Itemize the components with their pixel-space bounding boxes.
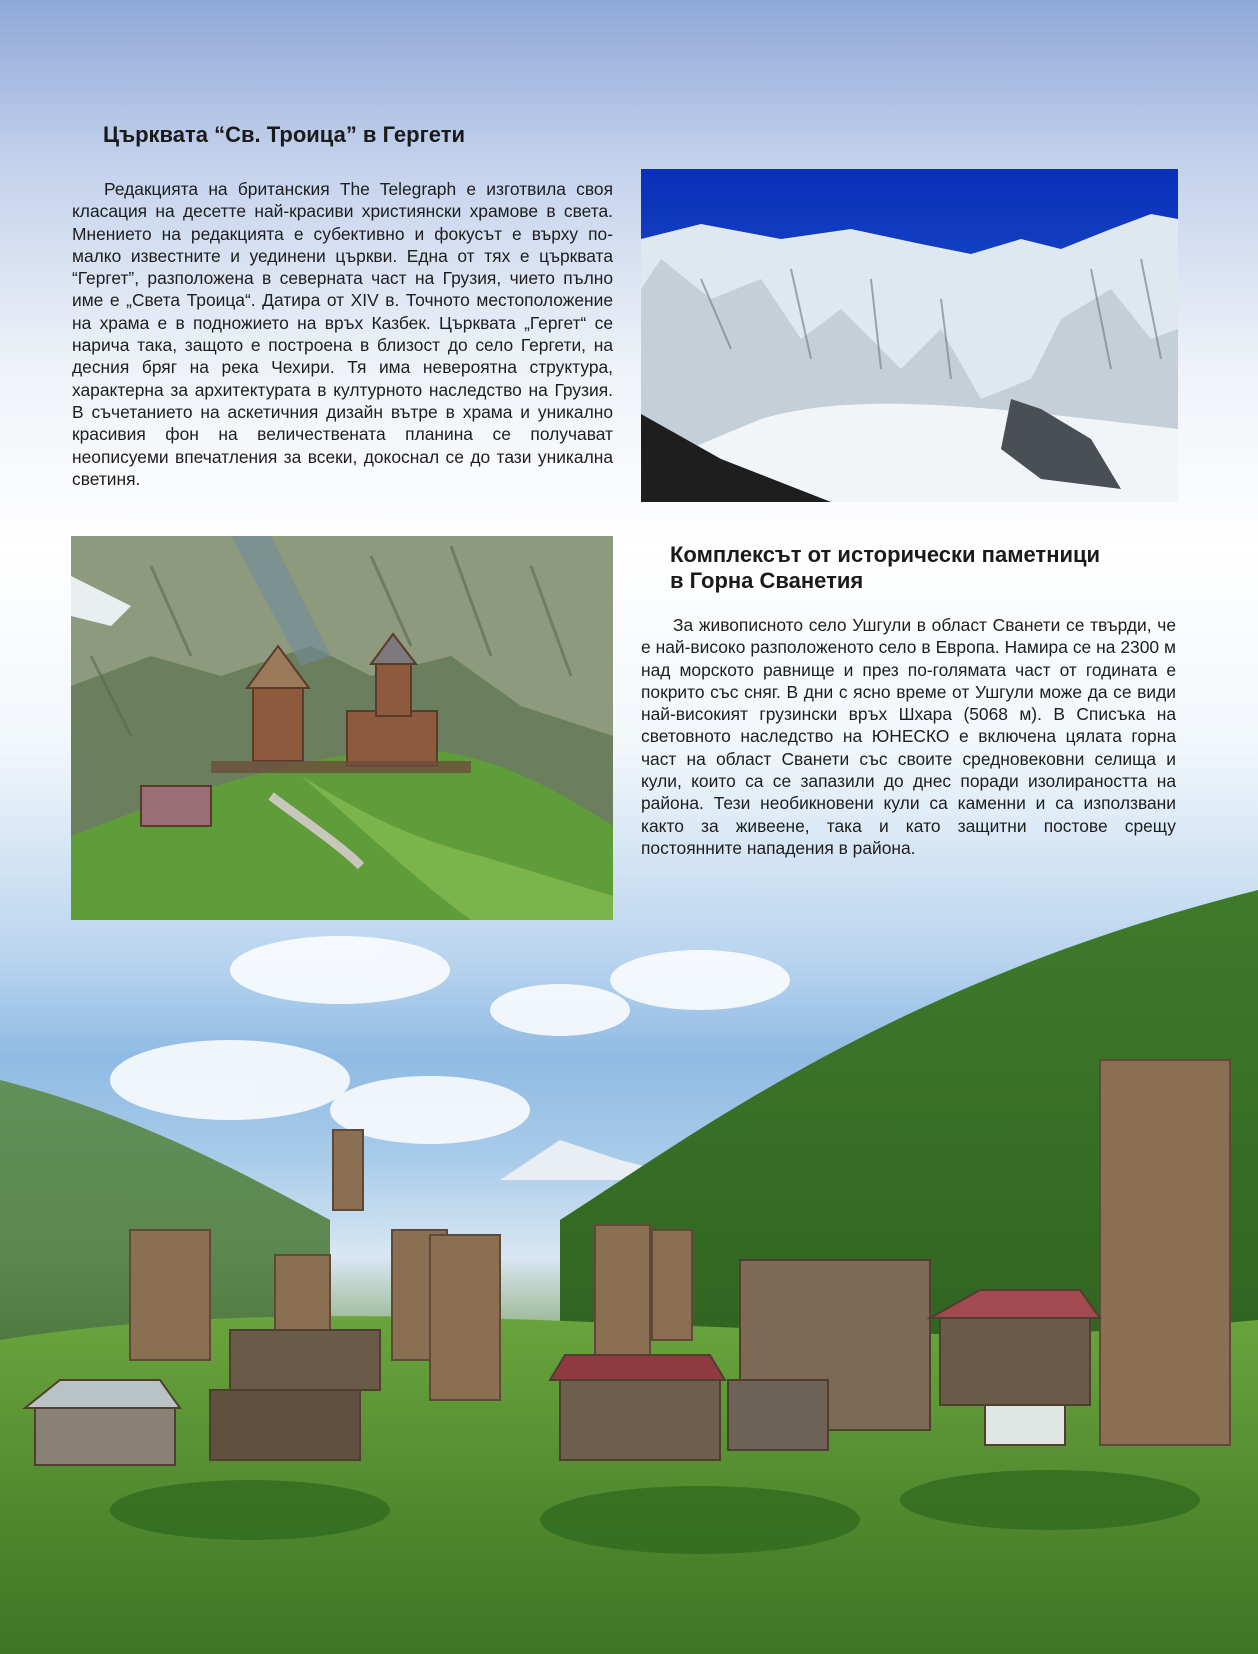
section-title-line-2: в Горна Сванетия [670, 568, 864, 593]
gergeti-church-paragraph: Редакцията на британския The Telegraph е изготвила своя класация на десетте най-красиви християнски храмове в света. Мнението на редакцията е субективно и фокусът е върху по-малко известните и уединени църкви. Една от тях е църквата “Гергет”, разположена в северната част на Грузия, чието пълно име е „Света Троица“. Датира от XIV в. Точното местоположение на храма е в подножието на връх Казбек. Църквата „Гергет“ се нарича така, защото е построена в близост до село Гергети, на десния бряг на река Чехири. Тя има невероятна структура, характерна за архитектурата в културното наследство на Грузия. В съчетанието на аскетичния дизайн вътре в храма и уникално красивия фон на величествената планина се получават неописуеми впечатления за всеки, докоснал се до тази уникална светиня. [72, 179, 613, 489]
section-title-line-1: Комплексът от исторически паметници [670, 542, 1101, 567]
gergeti-church-photo [71, 536, 613, 920]
snowy-mountain-photo [641, 169, 1178, 502]
section-title-upper-svaneti [670, 542, 1190, 594]
section-title-gergeti-church: Църквата “Св. Троица” в Гергети [103, 122, 466, 147]
ushguli-village-photo [0, 860, 1258, 1654]
upper-svaneti-paragraph: За живописното село Ушгули в област Сванети се твърди, че е най-високо разположеното село в Европа. Намира се на 2300 м над морското равнище и през по-голямата част от годината е покрито със сняг. В дни с ясно време от Ушгули може да се види най-високият грузински връх Шхара (5068 м). В Списъка на световното наследство на ЮНЕСКО е включена цялата горна част на област Сванети със своите средновековни селища и кули, които са се запазили до днес поради изолираността на района. Тези необикновени кули са каменни и са използвани както за живеене, така и като защитни постове срещу постоянните нападения в района. [641, 615, 1176, 858]
